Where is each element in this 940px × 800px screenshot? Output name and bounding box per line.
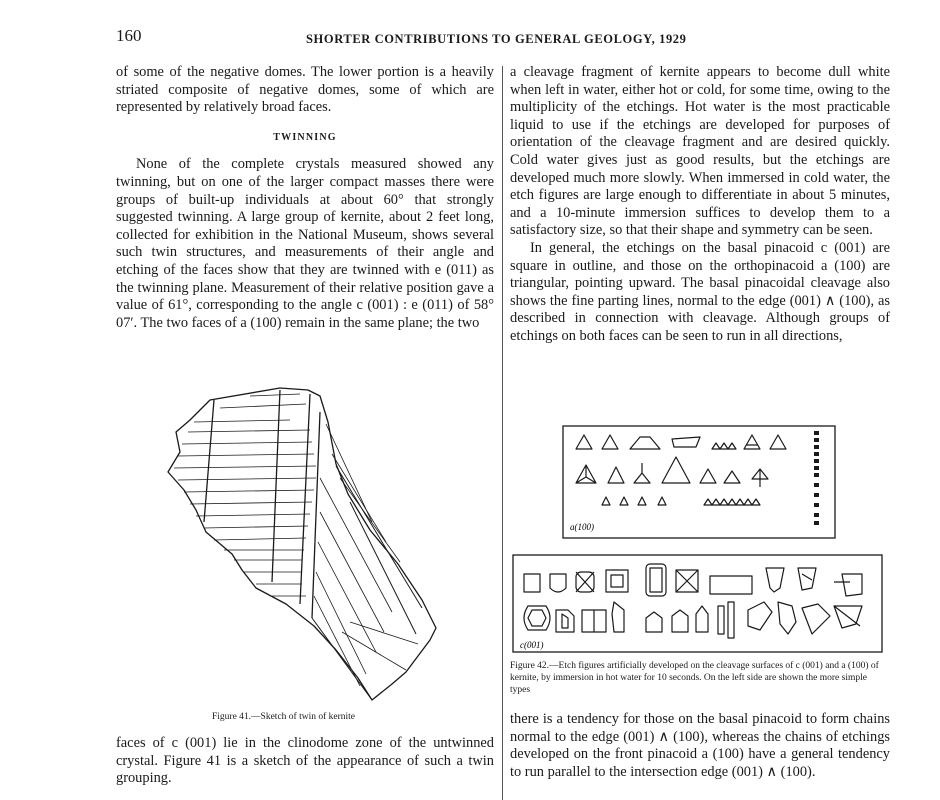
right-paragraph-2: In general, the etchings on the basal pinacoid c (001) are square in outline, and those on the orthopinacoid a (100) are triangular, pointing upward. The basal pinacoidal cleavage also shows the fine parting lines, normal to the edge (001) ∧ (100), as described in connection with cleavage. Although groups of etchings on both faces can be seen to run in all directions, — [510, 239, 890, 344]
right-paragraph-3: there is a tendency for those on the basal pinacoid to form chains normal to the edge (001) ∧ (100), whereas the chains of etchings developed on the front pinacoid a (100) have a general tendency to run parallel to the intersection edge (001) ∧ (100). — [510, 711, 890, 780]
figure-42-etch-figures-c001 — [512, 554, 884, 654]
right-column-bottom — [510, 711, 890, 781]
figure-42-a100-label: a(100) — [570, 522, 594, 532]
left-paragraph-1: of some of the negative domes. The lower portion is a heavily striated composite of negative domes, some of which are represented by relatively broad faces. — [116, 64, 494, 116]
figure-41-caption: Figure 41.—Sketch of twin of kernite — [212, 712, 356, 722]
left-column-bottom — [116, 735, 494, 788]
right-paragraph-1: a cleavage fragment of kernite appears to become dull white when left in water, either hot or cold, for some time, owing to the multiplicity of the etchings. Hot water is the most practicable liquid to use if the etchings are developed for purposes of orientation of the cleavage fragment and are desired quickly. Cold water gives just as good results, but the etchings are developed much more slowly. When immersed in cold water, the etch figures are large enough to differentiate in about 5 minutes, and a 10-minute immersion suffices to develop them to a satisfactory size, so that their shape and symmetry can be seen. — [510, 64, 890, 239]
column-rule — [502, 66, 503, 800]
left-paragraph-3: faces of c (001) lie in the clinodome zone of the untwinned crystal. Figure 41 is a sketch of the appearance of such a twin grouping. — [116, 735, 494, 787]
left-paragraph-2: None of the complete crystals measured showed any twinning, but on one of the larger compact masses there were groups of built-up individuals at about 60° that strongly suggested twinning. A large group of kernite, about 2 feet long, collected for exhibition in the National Museum, shows several such twin structures, and measurements of their angle and etching of the faces show that they are twinned with e (011) as the twinning plane. Measurement of their relative position gave a value of 61°, corresponding to the angle c (001) : e (011) of 58° 07′. The two faces of a (100) remain in the same plane; the two — [116, 156, 494, 331]
left-column-top — [116, 64, 494, 332]
right-column-top — [510, 64, 890, 346]
page-number: 160 — [116, 26, 142, 45]
figure-42-caption: Figure 42.—Etch figures artificially developed on the cleavage surfaces of c (001) and a (100) of kernite, by immersion in hot water for 10 seconds. On the left side are shown the more simple types — [510, 661, 879, 695]
figure-42-etch-figures-a100 — [562, 425, 837, 540]
section-heading-twinning: TWINNING — [273, 131, 337, 143]
figure-42-c001-label: c(001) — [520, 640, 544, 650]
figure-41-twin-sketch — [160, 382, 445, 704]
running-head: SHORTER CONTRIBUTIONS TO GENERAL GEOLOGY, 1929 — [306, 32, 687, 46]
